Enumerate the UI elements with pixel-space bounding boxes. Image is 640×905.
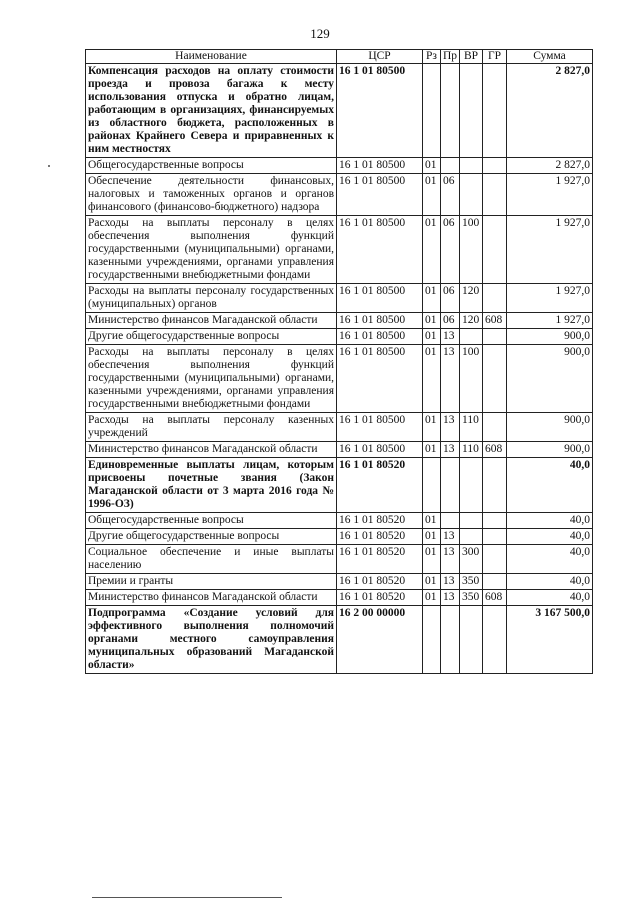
cell-gr: [483, 513, 507, 529]
budget-table: [85, 49, 593, 674]
cell-csr: 16 1 01 80500: [337, 442, 423, 458]
cell-gr: [483, 216, 507, 284]
cell-name: Министерство финансов Магаданской области: [86, 442, 337, 458]
table-row: [86, 158, 593, 174]
cell-pr: 13: [441, 590, 460, 606]
cell-pr: 13: [441, 529, 460, 545]
table-row: [86, 345, 593, 413]
cell-csr: 16 1 01 80520: [337, 574, 423, 590]
cell-gr: 608: [483, 590, 507, 606]
cell-name: Расходы на выплаты персоналу в целях обеспечения выполнения функций государственными (муниципальными) органами, казенными учреждениями, органами управления государственными внебюджетными фондами: [86, 216, 337, 284]
cell-name: Общегосударственные вопросы: [86, 513, 337, 529]
page-number: 129: [310, 26, 330, 41]
cell-vr: [460, 606, 483, 674]
cell-sum: 900,0: [507, 329, 593, 345]
cell-name: Расходы на выплаты персоналу в целях обеспечения выполнения функций государственными (муниципальными) органами, казенными учреждениями, органами управления государственными внебюджетными фондами: [86, 345, 337, 413]
cell-sum: 1 927,0: [507, 313, 593, 329]
cell-csr: 16 1 01 80520: [337, 513, 423, 529]
table-row: [86, 545, 593, 574]
cell-rz: 01: [423, 529, 441, 545]
cell-pr: [441, 606, 460, 674]
cell-gr: [483, 458, 507, 513]
cell-rz: 01: [423, 545, 441, 574]
cell-pr: 13: [441, 442, 460, 458]
cell-sum: 40,0: [507, 458, 593, 513]
cell-gr: 608: [483, 442, 507, 458]
cell-rz: 01: [423, 442, 441, 458]
table-row: [86, 174, 593, 216]
cell-sum: 2 827,0: [507, 158, 593, 174]
table-row: [86, 513, 593, 529]
cell-csr: 16 1 01 80520: [337, 545, 423, 574]
table-row: [86, 574, 593, 590]
scan-artifact-line: [92, 897, 282, 898]
cell-vr: [460, 458, 483, 513]
cell-vr: [460, 174, 483, 216]
cell-sum: 900,0: [507, 345, 593, 413]
cell-pr: 06: [441, 216, 460, 284]
cell-pr: [441, 158, 460, 174]
cell-name: Расходы на выплаты персоналу казенных учреждений: [86, 413, 337, 442]
table-row: [86, 313, 593, 329]
cell-sum: 3 167 500,0: [507, 606, 593, 674]
cell-vr: [460, 64, 483, 158]
cell-gr: [483, 345, 507, 413]
header-csr: ЦСР: [337, 50, 423, 64]
cell-sum: 1 927,0: [507, 284, 593, 313]
table-row: [86, 64, 593, 158]
cell-rz: 01: [423, 574, 441, 590]
cell-gr: [483, 606, 507, 674]
cell-rz: 01: [423, 329, 441, 345]
cell-rz: 01: [423, 413, 441, 442]
cell-name: Расходы на выплаты персоналу государственных (муниципальных) органов: [86, 284, 337, 313]
cell-rz: 01: [423, 174, 441, 216]
cell-vr: 300: [460, 545, 483, 574]
cell-name: Компенсация расходов на оплату стоимости проезда и провоза багажа к месту использования отпуска и обратно лицам, работающим в организациях, финансируемых из областного бюджета, расположенных в районах Крайнего Севера и приравненных к ним местностях: [86, 64, 337, 158]
cell-sum: 1 927,0: [507, 216, 593, 284]
cell-rz: 01: [423, 590, 441, 606]
cell-rz: 01: [423, 216, 441, 284]
cell-name: Подпрограмма «Создание условий для эффективного выполнения полномочий органами местного самоуправления муниципальных образований Магаданской области»: [86, 606, 337, 674]
cell-name: Общегосударственные вопросы: [86, 158, 337, 174]
cell-csr: 16 1 01 80500: [337, 413, 423, 442]
cell-name: Единовременные выплаты лицам, которым присвоены почетные звания (Закон Магаданской области от 3 марта 2016 года № 1996-ОЗ): [86, 458, 337, 513]
cell-csr: 16 1 01 80500: [337, 313, 423, 329]
cell-name: Обеспечение деятельности финансовых, налоговых и таможенных органов и органов финансового (финансово-бюджетного) надзора: [86, 174, 337, 216]
cell-gr: [483, 529, 507, 545]
table-row: [86, 442, 593, 458]
cell-csr: 16 1 01 80500: [337, 284, 423, 313]
cell-vr: [460, 529, 483, 545]
cell-gr: [483, 284, 507, 313]
cell-rz: 01: [423, 158, 441, 174]
cell-vr: 110: [460, 413, 483, 442]
cell-gr: [483, 64, 507, 158]
cell-gr: [483, 413, 507, 442]
cell-vr: 350: [460, 574, 483, 590]
cell-rz: 01: [423, 284, 441, 313]
cell-pr: 06: [441, 284, 460, 313]
cell-gr: [483, 574, 507, 590]
cell-csr: 16 1 01 80500: [337, 329, 423, 345]
cell-sum: 40,0: [507, 590, 593, 606]
cell-sum: 900,0: [507, 413, 593, 442]
cell-vr: 350: [460, 590, 483, 606]
cell-csr: 16 2 00 00000: [337, 606, 423, 674]
header-row: [86, 50, 593, 64]
cell-csr: 16 1 01 80500: [337, 64, 423, 158]
cell-csr: 16 1 01 80520: [337, 590, 423, 606]
table-row: [86, 529, 593, 545]
cell-vr: 110: [460, 442, 483, 458]
cell-csr: 16 1 01 80500: [337, 216, 423, 284]
cell-csr: 16 1 01 80520: [337, 529, 423, 545]
cell-csr: 16 1 01 80500: [337, 174, 423, 216]
cell-rz: 01: [423, 513, 441, 529]
table-row: [86, 413, 593, 442]
cell-vr: 120: [460, 284, 483, 313]
cell-rz: [423, 64, 441, 158]
cell-pr: [441, 513, 460, 529]
cell-rz: 01: [423, 313, 441, 329]
cell-sum: 900,0: [507, 442, 593, 458]
cell-pr: [441, 458, 460, 513]
cell-name: Другие общегосударственные вопросы: [86, 529, 337, 545]
cell-rz: 01: [423, 345, 441, 413]
cell-sum: 40,0: [507, 529, 593, 545]
cell-sum: 2 827,0: [507, 64, 593, 158]
header-gr: ГР: [483, 50, 507, 64]
cell-gr: [483, 174, 507, 216]
cell-vr: [460, 329, 483, 345]
cell-pr: 06: [441, 174, 460, 216]
table-row: [86, 458, 593, 513]
table-row: [86, 284, 593, 313]
cell-vr: [460, 158, 483, 174]
cell-vr: 100: [460, 345, 483, 413]
cell-sum: 40,0: [507, 574, 593, 590]
cell-name: Министерство финансов Магаданской области: [86, 313, 337, 329]
scan-artifact-dot: [48, 165, 50, 167]
header-vr: ВР: [460, 50, 483, 64]
cell-sum: 1 927,0: [507, 174, 593, 216]
header-rz: Рз: [423, 50, 441, 64]
table-row: [86, 590, 593, 606]
cell-sum: 40,0: [507, 545, 593, 574]
cell-name: Министерство финансов Магаданской области: [86, 590, 337, 606]
cell-pr: 13: [441, 545, 460, 574]
cell-pr: 13: [441, 574, 460, 590]
cell-pr: [441, 64, 460, 158]
cell-csr: 16 1 01 80520: [337, 458, 423, 513]
cell-name: Премии и гранты: [86, 574, 337, 590]
cell-pr: 13: [441, 345, 460, 413]
table-row: [86, 329, 593, 345]
cell-sum: 40,0: [507, 513, 593, 529]
cell-csr: 16 1 01 80500: [337, 345, 423, 413]
cell-pr: 13: [441, 329, 460, 345]
cell-gr: [483, 329, 507, 345]
table-row: [86, 606, 593, 674]
cell-vr: 100: [460, 216, 483, 284]
header-pr: Пр: [441, 50, 460, 64]
cell-name: Социальное обеспечение и иные выплаты населению: [86, 545, 337, 574]
cell-pr: 13: [441, 413, 460, 442]
cell-gr: [483, 158, 507, 174]
header-sum: Сумма: [507, 50, 593, 64]
cell-rz: [423, 606, 441, 674]
cell-name: Другие общегосударственные вопросы: [86, 329, 337, 345]
cell-pr: 06: [441, 313, 460, 329]
cell-rz: [423, 458, 441, 513]
header-name: Наименование: [86, 50, 337, 64]
cell-csr: 16 1 01 80500: [337, 158, 423, 174]
table-row: [86, 216, 593, 284]
cell-vr: 120: [460, 313, 483, 329]
cell-vr: [460, 513, 483, 529]
table-body: [86, 64, 593, 674]
cell-gr: 608: [483, 313, 507, 329]
cell-gr: [483, 545, 507, 574]
